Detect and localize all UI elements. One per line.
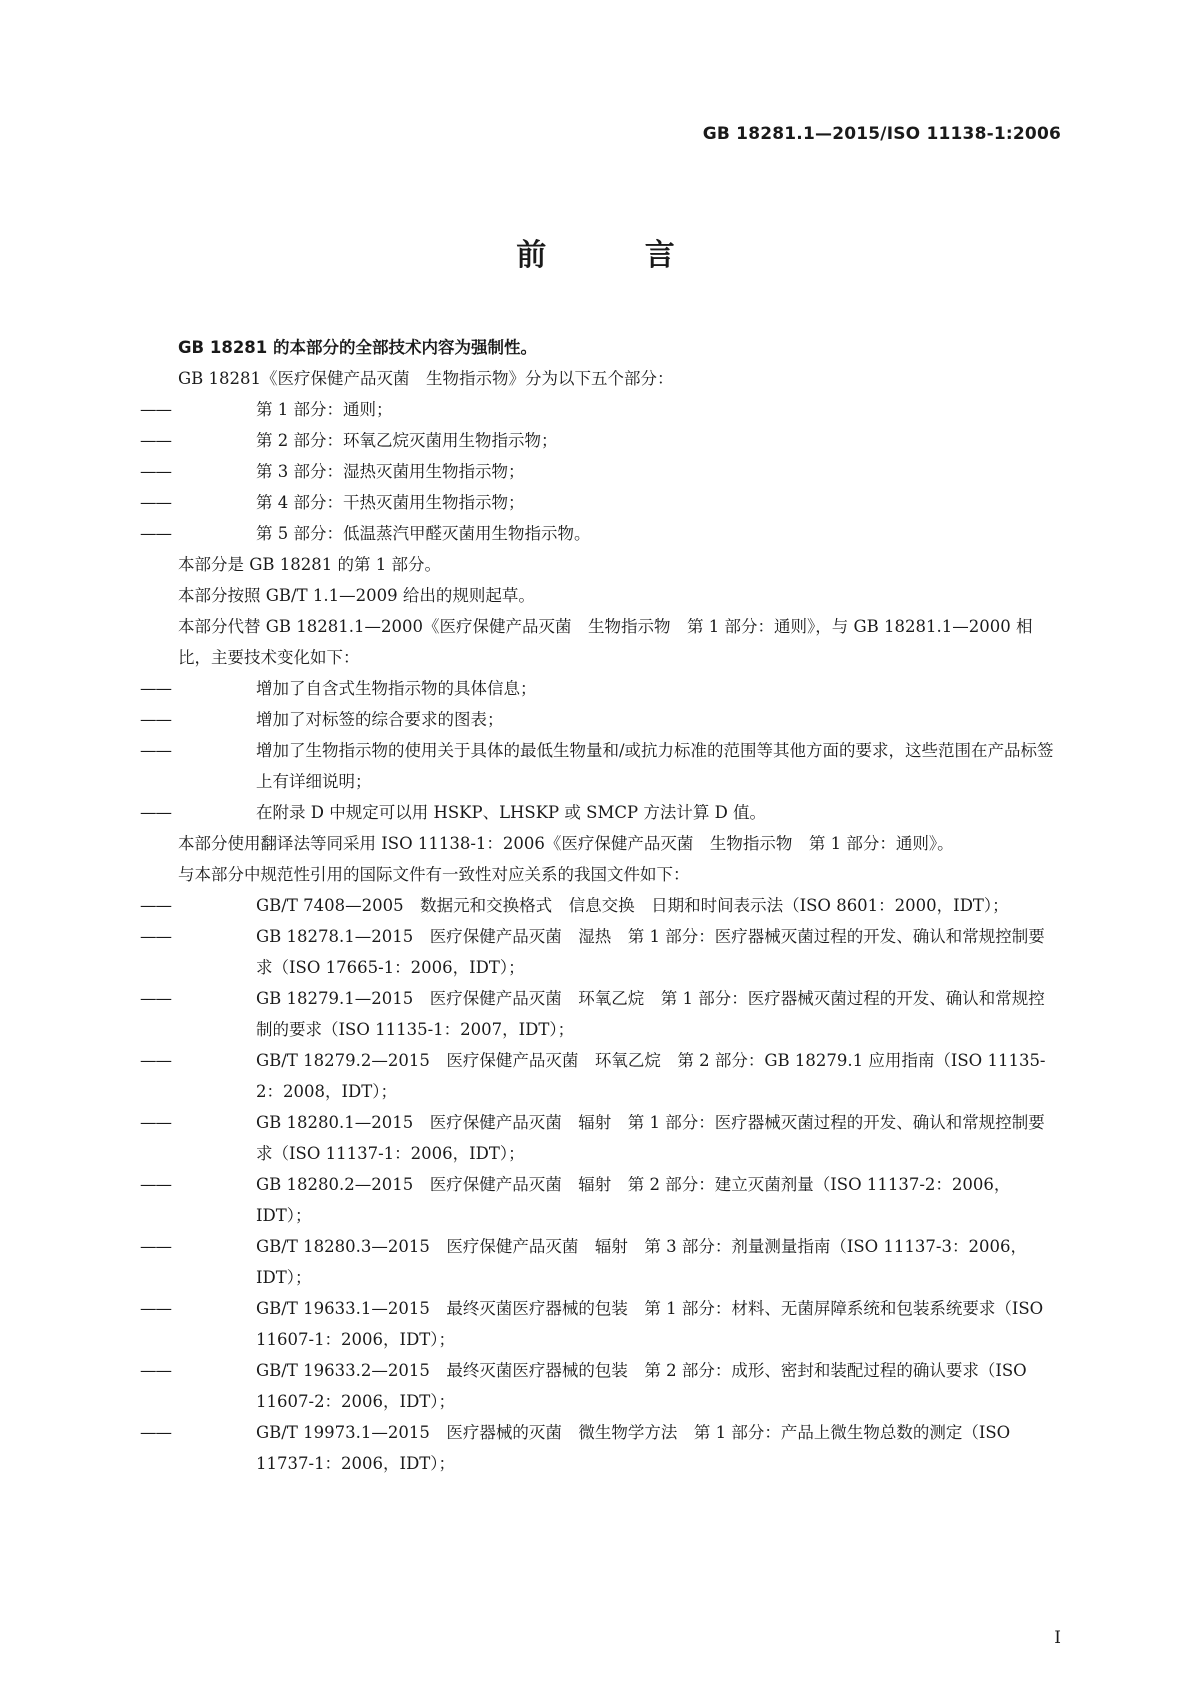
paragraph-drafting-rules: 本部分按照 GB/T 1.1—2009 给出的规则起草。 [178, 586, 535, 605]
document-body [140, 332, 1060, 1479]
dash-mark: —— [140, 400, 171, 419]
dash-mark: —— [140, 493, 171, 512]
paragraph-parts-intro: GB 18281《医疗保健产品灭菌 生物指示物》分为以下五个部分： [178, 369, 674, 388]
dash-mark: —— [140, 1423, 171, 1442]
list-item: —— 第 5 部分：低温蒸汽甲醛灭菌用生物指示物。 [178, 518, 1060, 549]
dash-mark: —— [140, 679, 171, 698]
paragraph-references-intro: 与本部分中规范性引用的国际文件有一致性对应关系的我国文件如下： [178, 865, 690, 884]
paragraph-part-number: 本部分是 GB 18281 的第 1 部分。 [178, 555, 442, 574]
list-item: —— GB/T 19633.1—2015 最终灭菌医疗器械的包装 第 1 部分：材料、无菌屏障系统和包装系统要求（ISO 11607-1：2006，IDT）； [178, 1293, 1060, 1355]
list-item: —— GB/T 18279.2—2015 医疗保健产品灭菌 环氧乙烷 第 2 部分：GB 18279.1 应用指南（ISO 11135-2：2008，IDT）； [178, 1045, 1060, 1107]
dash-mark: —— [140, 462, 171, 481]
list-item: —— 第 4 部分：干热灭菌用生物指示物； [178, 487, 1060, 518]
list-item: —— 增加了生物指示物的使用关于具体的最低生物量和/或抗力标准的范围等其他方面的要求，这些范围在产品标签上有详细说明； [178, 735, 1060, 797]
page-number: I [1054, 1628, 1061, 1648]
dash-mark: —— [140, 1237, 171, 1256]
dash-mark: —— [140, 524, 171, 543]
list-item: —— 在附录 D 中规定可以用 HSKP、LHSKP 或 SMCP 方法计算 D 值。 [178, 797, 1060, 828]
dash-mark: —— [140, 1299, 171, 1318]
list-item: —— GB/T 19973.1—2015 医疗器械的灭菌 微生物学方法 第 1 部分：产品上微生物总数的测定（ISO 11737-1：2006，IDT）； [178, 1417, 1060, 1479]
paragraph-mandatory: GB 18281 的本部分的全部技术内容为强制性。 [178, 338, 538, 357]
dash-mark: —— [140, 710, 171, 729]
list-item: —— GB 18280.2—2015 医疗保健产品灭菌 辐射 第 2 部分：建立灭菌剂量（ISO 11137-2：2006，IDT）； [178, 1169, 1060, 1231]
dash-mark: —— [140, 1051, 171, 1070]
references-list [140, 890, 1060, 1479]
dash-mark: —— [140, 1113, 171, 1132]
dash-mark: —— [140, 431, 171, 450]
paragraph-adoption: 本部分使用翻译法等同采用 ISO 11138-1：2006《医疗保健产品灭菌 生物指示物 第 1 部分：通则》。 [178, 834, 954, 853]
dash-mark: —— [140, 1175, 171, 1194]
dash-mark: —— [140, 896, 171, 915]
list-item: —— GB/T 19633.2—2015 最终灭菌医疗器械的包装 第 2 部分：成形、密封和装配过程的确认要求（ISO 11607-2：2006，IDT）； [178, 1355, 1060, 1417]
page-title: 前 言 [516, 238, 719, 273]
dash-mark: —— [140, 989, 171, 1008]
list-item: —— GB 18280.1—2015 医疗保健产品灭菌 辐射 第 1 部分：医疗器械灭菌过程的开发、确认和常规控制要求（ISO 11137-1：2006，IDT）； [178, 1107, 1060, 1169]
paragraph-replacement: 本部分代替 GB 18281.1—2000《医疗保健产品灭菌 生物指示物 第 1 部分：通则》，与 GB 18281.1—2000 相比，主要技术变化如下： [178, 617, 1033, 667]
list-item: —— 第 2 部分：环氧乙烷灭菌用生物指示物； [178, 425, 1060, 456]
parts-list [140, 394, 1060, 549]
standard-number: GB 18281.1—2015/ISO 11138-1:2006 [702, 124, 1061, 144]
list-item: —— 第 1 部分：通则； [178, 394, 1060, 425]
list-item: —— 增加了对标签的综合要求的图表； [178, 704, 1060, 735]
list-item: —— 第 3 部分：湿热灭菌用生物指示物； [178, 456, 1060, 487]
list-item: —— GB 18278.1—2015 医疗保健产品灭菌 湿热 第 1 部分：医疗器械灭菌过程的开发、确认和常规控制要求（ISO 17665-1：2006，IDT）； [178, 921, 1060, 983]
list-item: —— GB/T 18280.3—2015 医疗保健产品灭菌 辐射 第 3 部分：剂量测量指南（ISO 11137-3：2006，IDT）； [178, 1231, 1060, 1293]
dash-mark: —— [140, 741, 171, 760]
dash-mark: —— [140, 927, 171, 946]
dash-mark: —— [140, 803, 171, 822]
list-item: —— GB 18279.1—2015 医疗保健产品灭菌 环氧乙烷 第 1 部分：医疗器械灭菌过程的开发、确认和常规控制的要求（ISO 11135-1：2007，IDT）； [178, 983, 1060, 1045]
list-item: —— 增加了自含式生物指示物的具体信息； [178, 673, 1060, 704]
changes-list [140, 673, 1060, 828]
dash-mark: —— [140, 1361, 171, 1380]
list-item: —— GB/T 7408—2005 数据元和交换格式 信息交换 日期和时间表示法（ISO 8601：2000，IDT）； [178, 890, 1060, 921]
